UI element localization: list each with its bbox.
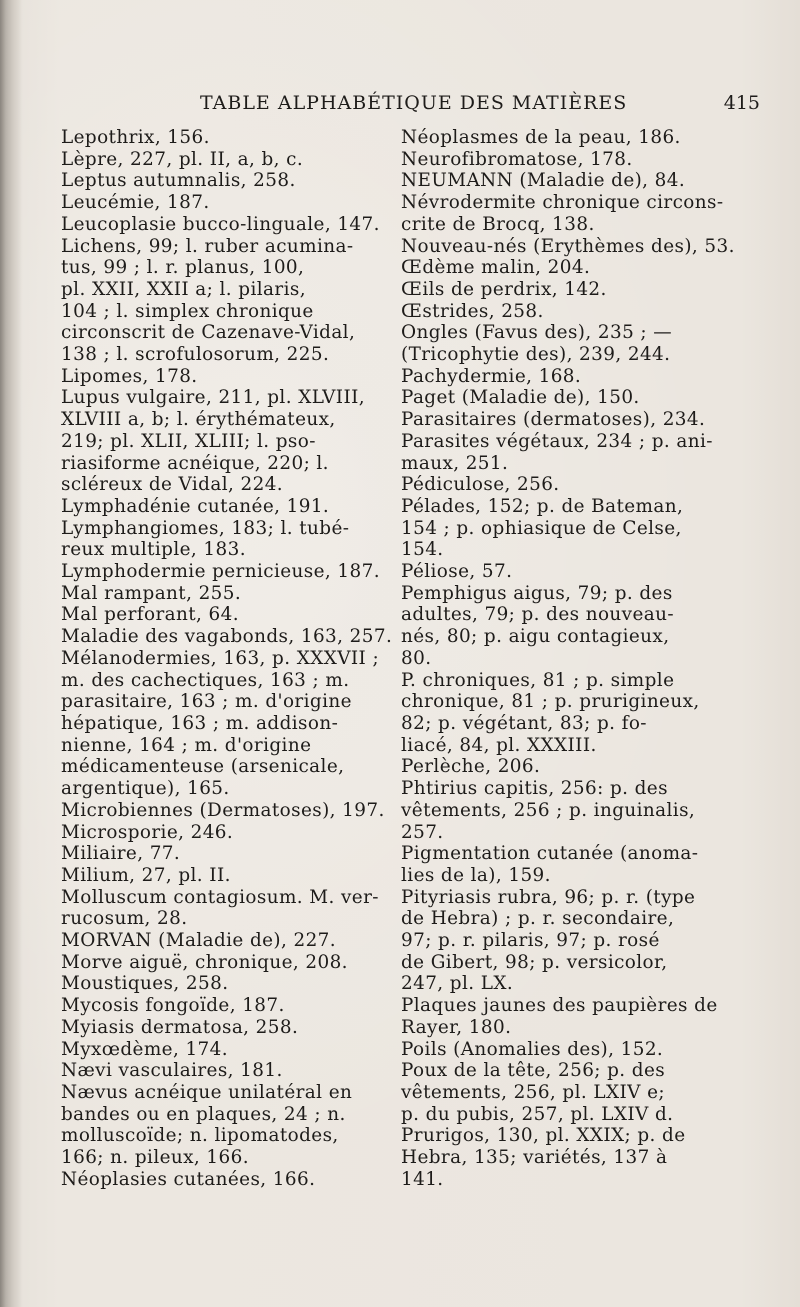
index-entry bbox=[61, 930, 381, 952]
index-entry-line: Microsporie, 246. bbox=[61, 821, 234, 843]
index-entry bbox=[61, 1039, 381, 1061]
index-entry bbox=[61, 1169, 381, 1191]
index-entry-line: 82; p. végétant, 83; p. fo- bbox=[401, 712, 647, 734]
index-entry bbox=[61, 604, 381, 626]
index-entry-line: chronique, 81 ; p. prurigineux, bbox=[401, 691, 700, 713]
index-entry-line: Péliose, 57. bbox=[401, 561, 513, 583]
index-entry-line: maux, 251. bbox=[401, 452, 509, 474]
index-entry bbox=[401, 279, 726, 301]
index-entry-line: Parasites végétaux, 234 ; p. ani- bbox=[401, 430, 713, 452]
index-entry-line: liacé, 84, pl. XXXIII. bbox=[401, 734, 597, 756]
index-entry bbox=[61, 1082, 381, 1169]
index-entry-line: Poils (Anomalies des), 152. bbox=[401, 1038, 664, 1060]
index-entry-line: Mycosis fongoïde, 187. bbox=[61, 995, 285, 1017]
index-entry bbox=[401, 235, 735, 258]
index-entry-line: Mélanodermies, 163, p. XXXVII ; bbox=[61, 647, 380, 669]
index-entry bbox=[401, 170, 726, 192]
index-entry bbox=[401, 561, 726, 583]
index-entry bbox=[61, 366, 381, 388]
index-entry-line: Pédiculose, 256. bbox=[401, 474, 560, 496]
index-entry bbox=[61, 973, 381, 995]
index-entry-line: 80. bbox=[401, 647, 432, 669]
index-entry bbox=[401, 778, 726, 843]
index-entry-line: Moustiques, 258. bbox=[61, 973, 229, 995]
index-entry bbox=[61, 626, 393, 648]
index-entry bbox=[401, 670, 726, 757]
index-entry-line: Lymphodermie pernicieuse, 187. bbox=[61, 561, 380, 583]
index-entry-line: Molluscum contagiosum. M. ver- bbox=[61, 886, 379, 908]
index-entry-line: Leucoplasie bucco-linguale, 147. bbox=[61, 213, 380, 235]
index-entry-line: Paget (Maladie de), 150. bbox=[401, 387, 640, 409]
index-entry-line: Myiasis dermatosa, 258. bbox=[61, 1016, 299, 1038]
index-entry-line: scléreux de Vidal, 224. bbox=[61, 474, 284, 496]
index-entry-line: Lipomes, 178. bbox=[61, 365, 198, 387]
index-entry-line: Lymphangiomes, 183; l. tubé- bbox=[61, 517, 350, 539]
index-entry-line: NEUMANN (Maladie de), 84. bbox=[401, 170, 686, 192]
running-header bbox=[60, 92, 760, 118]
index-entry-line: 247, pl. LX. bbox=[401, 973, 514, 995]
index-entry-line: Néoplasies cutanées, 166. bbox=[61, 1168, 316, 1190]
index-entry bbox=[401, 496, 726, 561]
index-entry bbox=[61, 822, 381, 844]
index-entry bbox=[61, 149, 381, 171]
index-entry-line: 166; n. pileux, 166. bbox=[61, 1147, 249, 1169]
index-entry-line: crite de Brocq, 138. bbox=[401, 213, 595, 235]
index-entry bbox=[61, 170, 381, 192]
index-entry-line: molluscoïde; n. lipomatodes, bbox=[61, 1125, 339, 1147]
index-entry-line: Œils de perdrix, 142. bbox=[401, 278, 607, 300]
index-entry-line: Plaques jaunes des paupières de bbox=[401, 995, 718, 1017]
index-entry-line: (Tricophytie des), 239, 244. bbox=[401, 344, 671, 366]
index-entry-line: Parasitaires (dermatoses), 234. bbox=[401, 409, 706, 431]
index-entry-line: parasitaire, 163 ; m. d'origine bbox=[61, 691, 352, 713]
index-entry bbox=[61, 192, 381, 214]
index-entry-line: pl. XXII, XXII a; l. pilaris, bbox=[61, 278, 306, 300]
index-entry-line: Milium, 27, pl. II. bbox=[61, 864, 231, 886]
index-entry-line: Morve aiguë, chronique, 208. bbox=[61, 951, 348, 973]
index-entry bbox=[401, 843, 726, 886]
index-entry-line: 219; pl. XLII, XLIII; l. pso- bbox=[61, 430, 316, 452]
index-entry-line: Lèpre, 227, pl. II, a, b, c. bbox=[61, 148, 304, 170]
index-entry bbox=[401, 322, 726, 365]
index-entry-line: Hebra, 135; variétés, 137 à bbox=[401, 1147, 668, 1169]
index-entry-line: Pigmentation cutanée (anoma- bbox=[401, 843, 699, 865]
index-entry bbox=[61, 387, 381, 496]
index-entry-line: médicamenteuse (arsenicale, bbox=[61, 756, 345, 778]
index-entry-line: Poux de la tête, 256; p. des bbox=[401, 1060, 666, 1082]
index-entry-line: Mal perforant, 64. bbox=[61, 604, 239, 626]
index-entry-line: reux multiple, 183. bbox=[61, 539, 246, 561]
index-entry-line: de Gibert, 98; p. versicolor, bbox=[401, 951, 668, 973]
index-entry-line: 97; p. r. pilaris, 97; p. rosé bbox=[401, 930, 660, 952]
index-column-right bbox=[401, 127, 735, 1190]
index-entry bbox=[401, 301, 726, 323]
index-entry-line: P. chroniques, 81 ; p. simple bbox=[401, 669, 675, 691]
index-entry-line: Nævus acnéique unilatéral en bbox=[61, 1081, 353, 1103]
index-entry-line: Pemphigus aigus, 79; p. des bbox=[401, 582, 673, 604]
index-entry-line: adultes, 79; p. des nouveau- bbox=[401, 604, 674, 626]
header-title: TABLE ALPHABÉTIQUE DES MATIÈRES bbox=[200, 92, 628, 114]
index-entry bbox=[61, 995, 381, 1017]
index-entry bbox=[401, 1039, 726, 1061]
index-entry-line: Maladie des vagabonds, 163, 257. bbox=[61, 626, 393, 648]
index-entry bbox=[401, 387, 726, 409]
index-entry-line: Lepothrix, 156. bbox=[61, 127, 210, 148]
index-entry-line: bandes ou en plaques, 24 ; n. bbox=[61, 1103, 346, 1125]
index-entry bbox=[401, 192, 726, 235]
index-entry bbox=[61, 1060, 381, 1082]
index-entry-line: 138 ; l. scrofulosorum, 225. bbox=[61, 344, 330, 366]
index-entry bbox=[401, 474, 726, 496]
index-entry-line: Myxœdème, 174. bbox=[61, 1038, 228, 1060]
index-entry-line: Lichens, 99; l. ruber acumina- bbox=[61, 235, 354, 257]
index-entry-line: lies de la), 159. bbox=[401, 864, 551, 886]
index-entry bbox=[61, 127, 381, 149]
index-entry-line: Pélades, 152; p. de Bateman, bbox=[401, 495, 684, 517]
index-entry-line: Mal rampant, 255. bbox=[61, 582, 242, 604]
index-entry-line: hépatique, 163 ; m. addison- bbox=[61, 712, 339, 734]
index-entry-line: 154 ; p. ophiasique de Celse, bbox=[401, 517, 682, 539]
index-entry-line: Lymphadénie cutanée, 191. bbox=[61, 495, 330, 517]
index-entry bbox=[401, 1125, 726, 1190]
index-entry bbox=[401, 409, 726, 431]
index-entry bbox=[401, 431, 726, 474]
index-entry bbox=[401, 366, 726, 388]
index-entry bbox=[61, 952, 381, 974]
index-entry bbox=[401, 257, 726, 279]
index-entry bbox=[401, 1060, 726, 1125]
index-entry bbox=[401, 127, 726, 149]
index-entry bbox=[61, 583, 381, 605]
index-entry-line: Rayer, 180. bbox=[401, 1016, 512, 1038]
index-entry-line: Perlèche, 206. bbox=[401, 756, 541, 778]
index-column-left bbox=[61, 127, 393, 1190]
index-entry bbox=[61, 518, 381, 561]
index-entry-line: Lupus vulgaire, 211, pl. XLVIII, bbox=[61, 387, 366, 409]
index-entry-line: nés, 80; p. aigu contagieux, bbox=[401, 626, 670, 648]
index-entry-line: Leucémie, 187. bbox=[61, 192, 210, 214]
index-entry-line: MORVAN (Maladie de), 227. bbox=[61, 930, 337, 952]
index-entry-line: vêtements, 256, pl. LXIV e; bbox=[401, 1081, 665, 1103]
index-entry-line: circonscrit de Cazenave-Vidal, bbox=[61, 322, 356, 344]
index-entry bbox=[401, 583, 726, 670]
index-entry bbox=[401, 149, 726, 171]
index-entry-line: Neurofibromatose, 178. bbox=[401, 148, 633, 170]
index-entry-line: Nouveau-nés (Erythèmes des), 53. bbox=[401, 235, 735, 257]
index-entry bbox=[61, 1017, 381, 1039]
index-entry-line: 154. bbox=[401, 539, 444, 561]
index-entry-line: Névrodermite chronique circons- bbox=[401, 192, 724, 214]
index-entry-line: de Hebra) ; p. r. secondaire, bbox=[401, 908, 675, 930]
index-entry-line: 141. bbox=[401, 1168, 444, 1190]
index-entry-line: 104 ; l. simplex chronique bbox=[61, 300, 314, 322]
page-number: 415 bbox=[723, 92, 760, 114]
index-entry bbox=[61, 648, 381, 800]
index-entry bbox=[61, 865, 381, 887]
index-entry bbox=[61, 214, 381, 236]
index-entry bbox=[401, 995, 726, 1038]
index-entry-line: Miliaire, 77. bbox=[61, 843, 181, 865]
page-binding-shadow bbox=[0, 0, 22, 1307]
index-entry-line: Néoplasmes de la peau, 186. bbox=[401, 127, 681, 148]
index-entry-line: tus, 99 ; l. r. planus, 100, bbox=[61, 257, 305, 279]
index-entry bbox=[61, 496, 381, 518]
index-entry bbox=[61, 561, 381, 583]
index-entry-line: Phtirius capitis, 256: p. des bbox=[401, 778, 668, 800]
index-entry bbox=[401, 756, 726, 778]
index-entry bbox=[61, 887, 381, 930]
index-entry-line: Pityriasis rubra, 96; p. r. (type bbox=[401, 886, 696, 908]
index-entry-line: argentique), 165. bbox=[61, 778, 230, 800]
index-entry bbox=[61, 843, 381, 865]
index-entry bbox=[61, 799, 385, 822]
index-entry bbox=[401, 887, 726, 996]
index-entry-line: vêtements, 256 ; p. inguinalis, bbox=[401, 799, 696, 821]
index-entry-line: Pachydermie, 168. bbox=[401, 365, 582, 387]
index-entry-line: Prurigos, 130, pl. XXIX; p. de bbox=[401, 1125, 686, 1147]
index-entry-line: Nævi vasculaires, 181. bbox=[61, 1060, 283, 1082]
index-entry-line: XLVIII a, b; l. érythémateux, bbox=[61, 409, 336, 431]
index-entry bbox=[61, 236, 381, 366]
index-entry-line: rucosum, 28. bbox=[61, 908, 188, 930]
index-entry-line: p. du pubis, 257, pl. LXIV d. bbox=[401, 1103, 674, 1125]
index-entry-line: Ongles (Favus des), 235 ; — bbox=[401, 322, 673, 344]
index-entry-line: m. des cachectiques, 163 ; m. bbox=[61, 669, 350, 691]
index-entry-line: Leptus autumnalis, 258. bbox=[61, 170, 296, 192]
index-entry-line: riasiforme acnéique, 220; l. bbox=[61, 452, 329, 474]
index-entry-line: Microbiennes (Dermatoses), 197. bbox=[61, 799, 385, 821]
index-entry-line: 257. bbox=[401, 821, 444, 843]
index-entry-line: Œstrides, 258. bbox=[401, 300, 544, 322]
index-entry-line: nienne, 164 ; m. d'origine bbox=[61, 734, 312, 756]
index-entry-line: Œdème malin, 204. bbox=[401, 257, 591, 279]
